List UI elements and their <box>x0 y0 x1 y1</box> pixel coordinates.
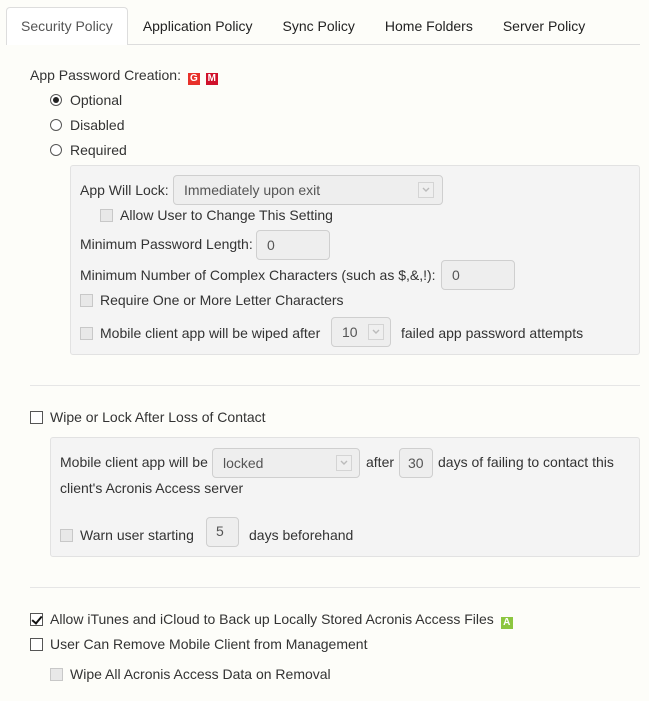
tab-home-folders[interactable]: Home Folders <box>384 18 473 34</box>
min-complex-label: Minimum Number of Complex Characters (such as $,&,!): <box>80 267 436 283</box>
app-will-lock-select[interactable] <box>173 175 443 205</box>
allow-user-change-checkbox[interactable] <box>100 209 113 222</box>
app-will-lock-value: Immediately upon exit <box>184 182 321 198</box>
require-letter-label: Require One or More Letter Characters <box>100 292 344 308</box>
wipe-after-suffix: failed app password attempts <box>401 325 584 341</box>
backup-checkbox[interactable] <box>30 613 43 626</box>
min-complex-input[interactable]: 0 <box>441 260 515 290</box>
loss-prefix-label: Mobile client app will be <box>60 454 208 470</box>
require-letter-checkbox[interactable] <box>80 294 93 307</box>
radio-required[interactable] <box>50 144 62 156</box>
chevron-down-icon <box>336 455 352 471</box>
policy-tabs <box>6 7 640 45</box>
wipe-after-value: 10 <box>342 324 358 340</box>
min-length-input[interactable]: 0 <box>256 230 330 260</box>
radio-optional[interactable] <box>50 94 62 106</box>
min-length-label: Minimum Password Length: <box>80 236 253 252</box>
loss-after-label: after <box>366 454 395 470</box>
m-badge-icon: M <box>207 73 216 84</box>
radio-optional-label: Optional <box>70 92 123 108</box>
wipe-after-select[interactable] <box>331 317 391 347</box>
g-badge-icon: G <box>188 73 200 85</box>
warn-days-input[interactable]: 5 <box>206 517 239 547</box>
tab-sync-policy[interactable]: Sync Policy <box>282 18 355 34</box>
chevron-down-icon <box>418 182 434 198</box>
radio-disabled-label: Disabled <box>70 117 125 133</box>
warn-user-label: Warn user starting <box>80 527 194 543</box>
loss-days-suffix-1: days of failing to contact this <box>438 454 614 470</box>
backup-label: Allow iTunes and iCloud to Back up Locally Stored Acronis Access Files <box>50 611 494 627</box>
wipe-on-removal-label: Wipe All Acronis Access Data on Removal <box>70 666 331 682</box>
app-will-lock-label: App Will Lock: <box>80 182 169 198</box>
a-badge-icon: A <box>501 617 513 629</box>
radio-required-label: Required <box>70 142 127 158</box>
backup-row <box>50 611 513 629</box>
tab-security-policy[interactable]: Security Policy <box>6 7 128 45</box>
tab-application-policy[interactable]: Application Policy <box>142 18 253 34</box>
remove-management-label: User Can Remove Mobile Client from Management <box>50 636 368 652</box>
wipe-after-label: Mobile client app will be wiped after <box>100 325 321 341</box>
loss-of-contact-checkbox[interactable] <box>30 411 43 424</box>
wipe-on-removal-checkbox[interactable] <box>50 668 63 681</box>
loss-action-select[interactable] <box>212 448 360 478</box>
loss-days-suffix-2: client's Acronis Access server <box>60 480 244 496</box>
remove-management-checkbox[interactable] <box>30 638 43 651</box>
wipe-after-checkbox[interactable] <box>80 327 93 340</box>
loss-action-value: locked <box>223 455 264 471</box>
allow-user-change-label: Allow User to Change This Setting <box>120 207 333 223</box>
warn-user-checkbox[interactable] <box>60 529 73 542</box>
chevron-down-icon <box>368 324 384 340</box>
section-divider <box>30 385 640 386</box>
loss-days-input[interactable]: 30 <box>399 448 433 478</box>
radio-disabled[interactable] <box>50 119 62 131</box>
app-password-label: App Password Creation: <box>30 67 181 83</box>
app-password-heading <box>30 67 218 85</box>
warn-days-suffix: days beforehand <box>249 527 354 543</box>
section-divider <box>30 587 640 588</box>
loss-of-contact-label: Wipe or Lock After Loss of Contact <box>50 409 266 425</box>
tab-server-policy[interactable]: Server Policy <box>502 18 586 34</box>
